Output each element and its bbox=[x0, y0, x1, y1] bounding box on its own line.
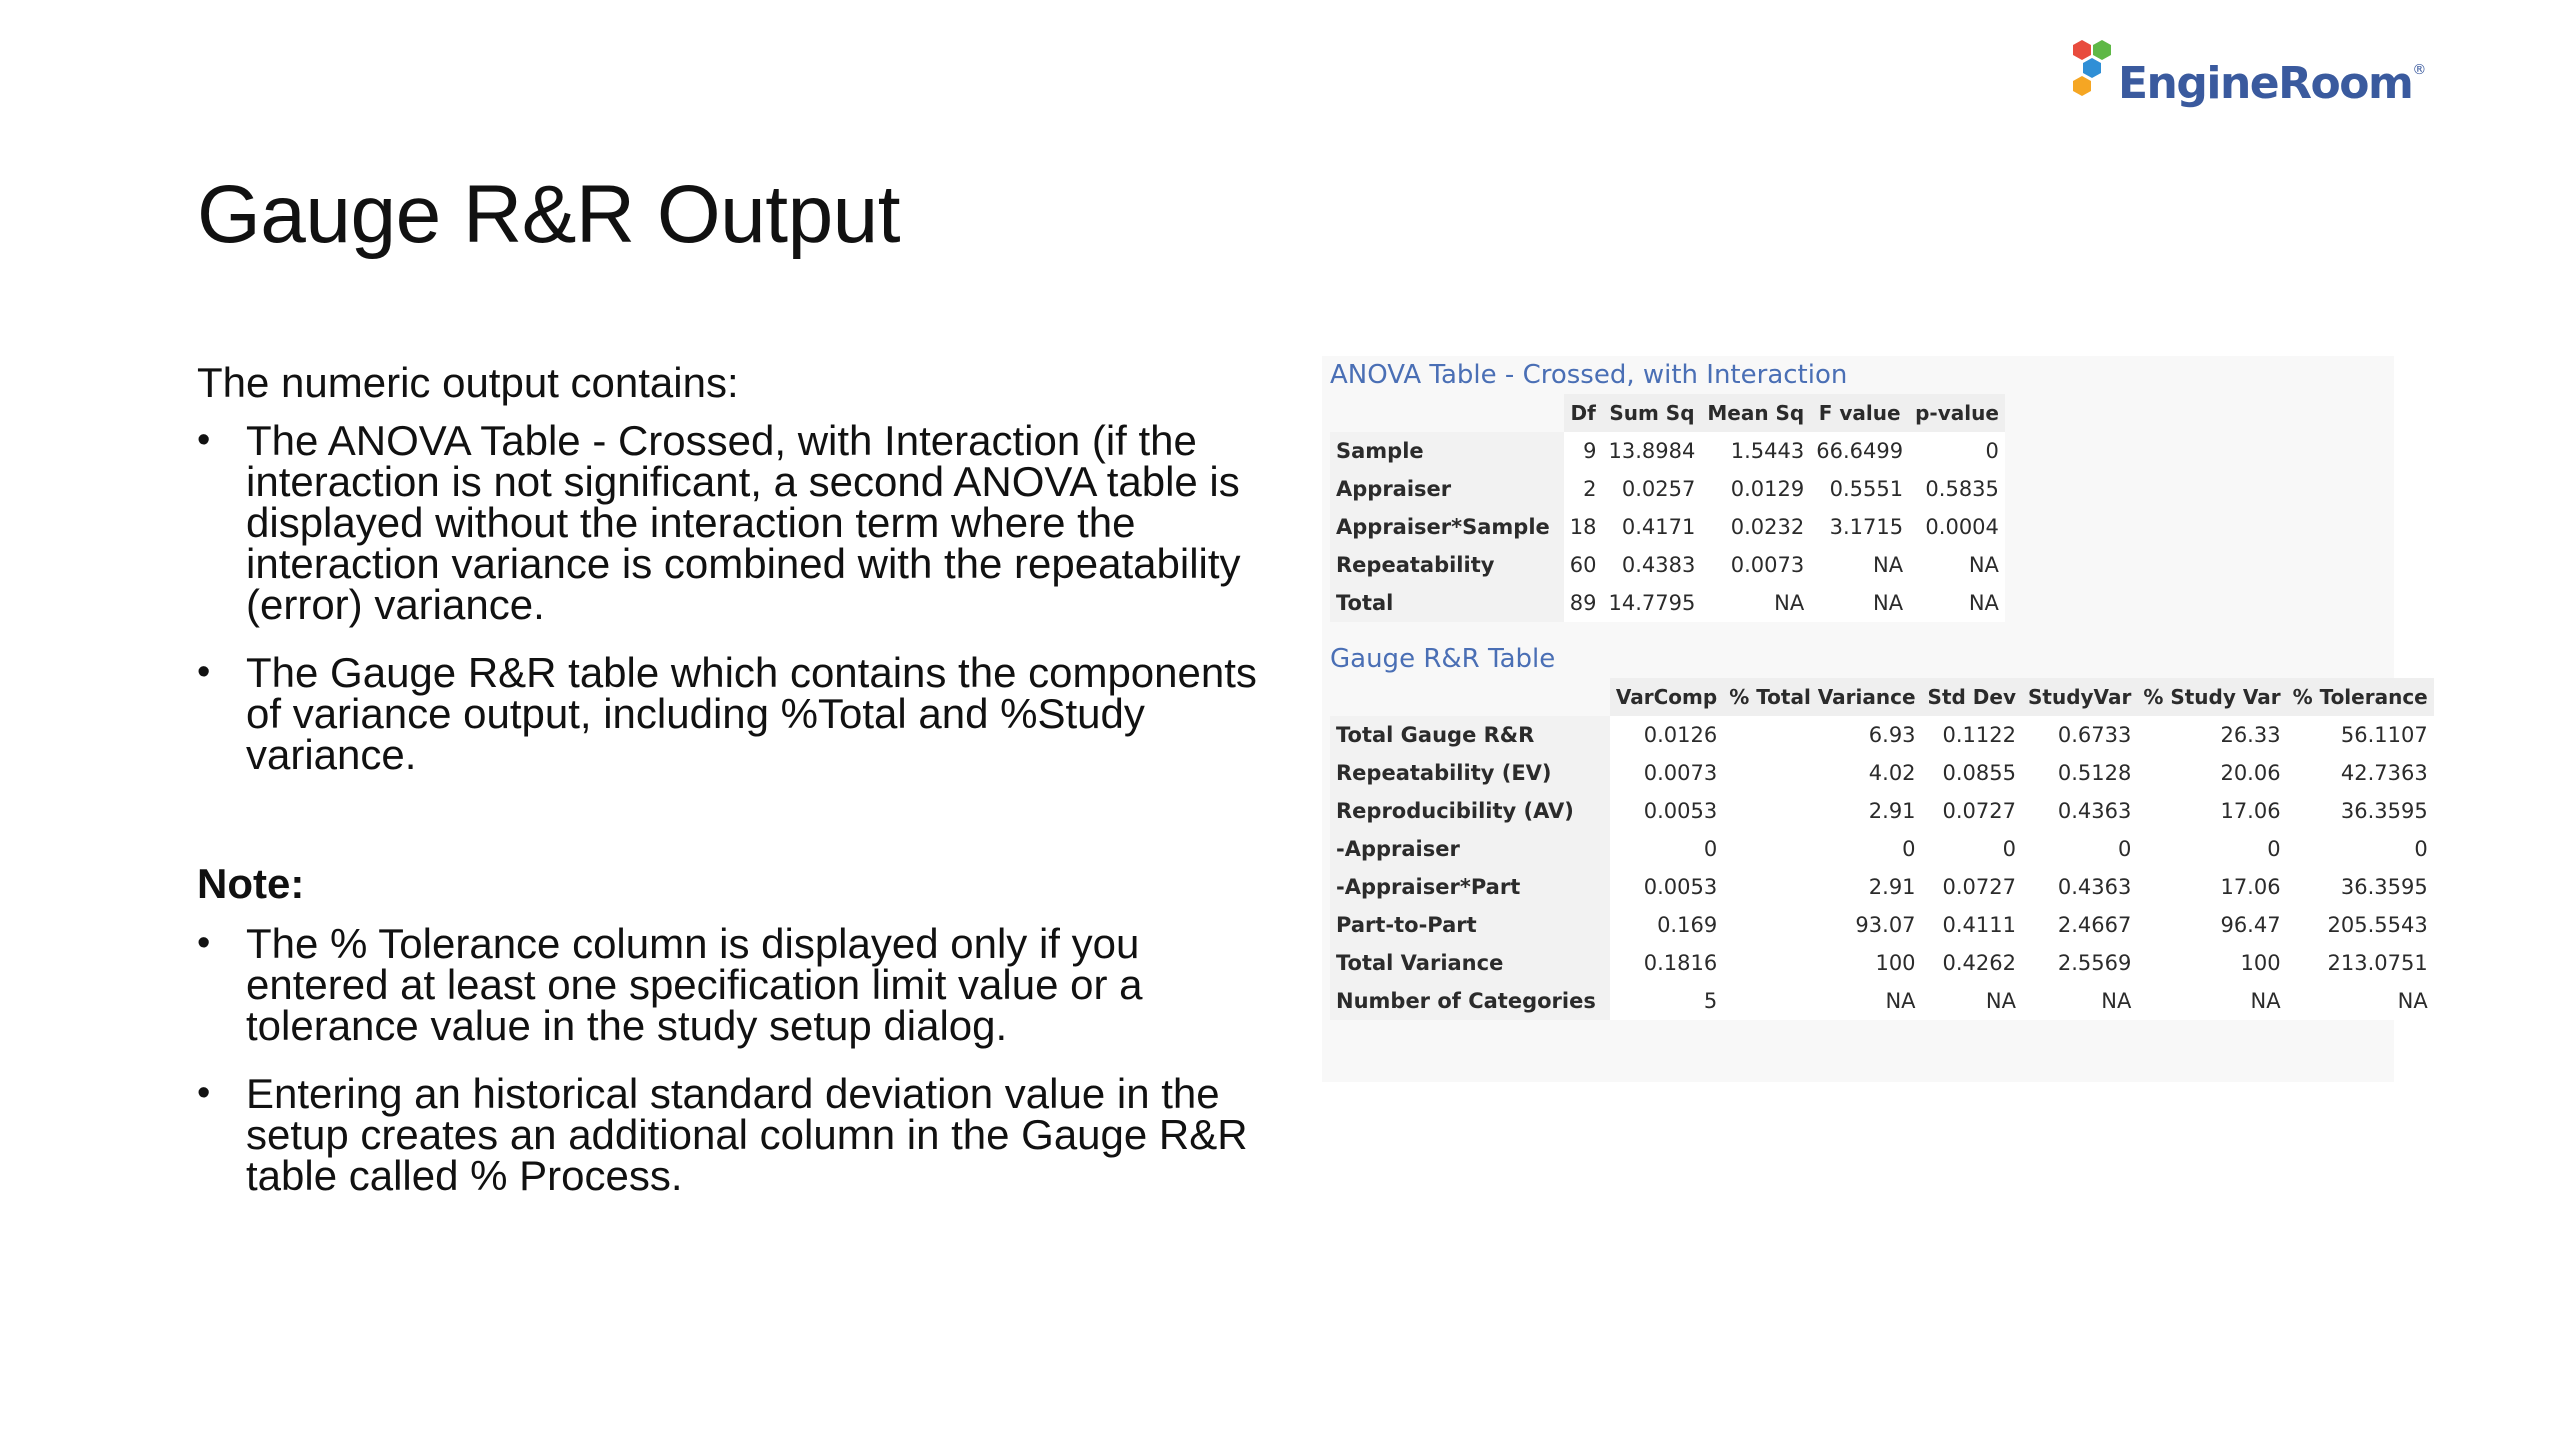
column-header: VarComp bbox=[1610, 678, 1723, 716]
list-item: • Entering an historical standard deviation value in the setup creates an additional column in the Gauge R&R table called % Process. bbox=[197, 1070, 1248, 1199]
table-cell: 0.4363 bbox=[2057, 799, 2132, 823]
table-row bbox=[1330, 754, 2434, 792]
column-header: StudyVar bbox=[2022, 678, 2137, 716]
row-header: Total bbox=[1330, 584, 1564, 622]
row-header: Total Variance bbox=[1330, 944, 1610, 982]
output-panel bbox=[1322, 356, 2428, 1082]
table-cell: 100 bbox=[2240, 951, 2281, 975]
table-cell: NA bbox=[1968, 591, 1999, 615]
table-cell: 0.4111 bbox=[1942, 913, 2016, 937]
table-cell: 0.5835 bbox=[1925, 477, 1999, 501]
table-cell: 0 bbox=[2267, 837, 2281, 861]
bullet-icon: • bbox=[197, 651, 211, 693]
table-row bbox=[1330, 432, 2005, 470]
table-cell: 3.1715 bbox=[1829, 515, 1904, 539]
logo-wordmark: EngineRoom® bbox=[2118, 58, 2427, 109]
table-cell: 0.0727 bbox=[1942, 799, 2016, 823]
bullet-icon: • bbox=[197, 419, 211, 461]
table-cell: 18 bbox=[1569, 515, 1597, 539]
table-cell: 96.47 bbox=[2220, 913, 2281, 937]
table-cell: 26.33 bbox=[2220, 723, 2281, 747]
table-cell: 0.0129 bbox=[1730, 477, 1805, 501]
table-cell: 6.93 bbox=[1868, 723, 1916, 747]
table-corner bbox=[1330, 394, 1564, 432]
column-header: Sum Sq bbox=[1603, 394, 1702, 432]
table-row bbox=[1330, 906, 2434, 944]
bullet-icon: • bbox=[197, 1072, 211, 1114]
table-row bbox=[1330, 982, 2434, 1020]
table-cell: 0.6733 bbox=[2057, 723, 2132, 747]
bullet-icon: • bbox=[197, 922, 211, 964]
table-cell: 0.0053 bbox=[1643, 799, 1718, 823]
table-cell: 100 bbox=[1875, 951, 1916, 975]
table-cell: 17.06 bbox=[2220, 799, 2281, 823]
table-cell: 213.0751 bbox=[2327, 951, 2428, 975]
table-cell: 0.4383 bbox=[1621, 553, 1696, 577]
engineroom-logo bbox=[2068, 36, 2427, 120]
table-cell: 0.1122 bbox=[1942, 723, 2016, 747]
table-cell: 2.5569 bbox=[2057, 951, 2132, 975]
table-cell: 0 bbox=[1985, 439, 1999, 463]
table-cell: 14.7795 bbox=[1608, 591, 1696, 615]
table-cell: 0.1816 bbox=[1643, 951, 1718, 975]
table-cell: 0 bbox=[2002, 837, 2016, 861]
table-cell: 0.0073 bbox=[1730, 553, 1805, 577]
table-cell: 60 bbox=[1569, 553, 1597, 577]
list-item: • The Gauge R&R table which contains the components of variance output, including %Total and %Study variance. bbox=[197, 649, 1257, 778]
row-header: Sample bbox=[1330, 432, 1564, 470]
table-cell: 0.4363 bbox=[2057, 875, 2132, 899]
table-cell: 0.0004 bbox=[1925, 515, 1999, 539]
table-row bbox=[1330, 792, 2434, 830]
column-header: % Study Var bbox=[2137, 678, 2286, 716]
list-item: • The ANOVA Table - Crossed, with Interaction (if the interaction is not significant, a second ANOVA table is displayed without the interaction term where the interaction variance is combined with the repeatability (error) variance. bbox=[197, 417, 1241, 628]
bullet-list bbox=[197, 417, 1277, 778]
table-cell: 0.169 bbox=[1657, 913, 1718, 937]
row-header: Appraiser*Sample bbox=[1330, 508, 1564, 546]
table-cell: 2.91 bbox=[1868, 875, 1916, 899]
table-cell: NA bbox=[1873, 553, 1904, 577]
table-cell: 0.0232 bbox=[1730, 515, 1805, 539]
table-cell: NA bbox=[2397, 989, 2428, 1013]
table-cell: 2.4667 bbox=[2057, 913, 2132, 937]
table-cell: 56.1107 bbox=[2340, 723, 2428, 747]
table-row bbox=[1330, 716, 2434, 754]
table-cell: NA bbox=[1774, 591, 1805, 615]
table-cell: 5 bbox=[1703, 989, 1718, 1013]
row-header: Part-to-Part bbox=[1330, 906, 1610, 944]
left-content bbox=[197, 358, 1277, 1223]
table-cell: 0.0855 bbox=[1942, 761, 2016, 785]
row-header: Repeatability (EV) bbox=[1330, 754, 1610, 792]
table-cell: NA bbox=[1968, 553, 1999, 577]
table-cell: 0.0257 bbox=[1621, 477, 1696, 501]
table-cell: 1.5443 bbox=[1730, 439, 1805, 463]
table-cell: 0.5128 bbox=[2057, 761, 2132, 785]
list-item: • The % Tolerance column is displayed only if you entered at least one specification limit value or a tolerance value in the study setup dialog. bbox=[197, 920, 1143, 1049]
anova-table-title: ANOVA Table - Crossed, with Interaction bbox=[1330, 360, 1848, 390]
table-cell: 0.5551 bbox=[1829, 477, 1904, 501]
row-header: Number of Categories bbox=[1330, 982, 1610, 1020]
anova-table bbox=[1330, 394, 2005, 622]
table-cell: 66.6499 bbox=[1816, 439, 1904, 463]
table-cell: 20.06 bbox=[2220, 761, 2281, 785]
table-cell: 36.3595 bbox=[2340, 799, 2428, 823]
table-cell: 2.91 bbox=[1868, 799, 1916, 823]
table-cell: 17.06 bbox=[2220, 875, 2281, 899]
intro-text: The numeric output contains: bbox=[197, 359, 739, 406]
table-cell: 42.7363 bbox=[2340, 761, 2428, 785]
table-cell: 2 bbox=[1583, 477, 1597, 501]
column-header: Mean Sq bbox=[1701, 394, 1810, 432]
column-header: % Tolerance bbox=[2287, 678, 2434, 716]
table-cell: NA bbox=[1885, 989, 1916, 1013]
table-header-row bbox=[1330, 394, 2005, 432]
column-header: Std Dev bbox=[1922, 678, 2022, 716]
note-list bbox=[197, 920, 1277, 1199]
table-cell: 0.4171 bbox=[1621, 515, 1696, 539]
column-header: p-value bbox=[1909, 394, 2005, 432]
row-header: Total Gauge R&R bbox=[1330, 716, 1610, 754]
table-cell: 13.8984 bbox=[1608, 439, 1696, 463]
row-header: Reproducibility (AV) bbox=[1330, 792, 1610, 830]
table-cell: 0 bbox=[2117, 837, 2132, 861]
table-cell: 89 bbox=[1569, 591, 1597, 615]
column-header: F value bbox=[1810, 394, 1909, 432]
table-header-row bbox=[1330, 678, 2434, 716]
table-cell: 0.0053 bbox=[1643, 875, 1718, 899]
table-cell: NA bbox=[1873, 591, 1904, 615]
gauge-rr-table bbox=[1330, 678, 2434, 1020]
column-header: % Total Variance bbox=[1723, 678, 1921, 716]
table-cell: 36.3595 bbox=[2340, 875, 2428, 899]
note-heading: Note: bbox=[197, 860, 305, 907]
table-cell: 0 bbox=[1902, 837, 1916, 861]
table-cell: NA bbox=[2250, 989, 2281, 1013]
table-corner bbox=[1330, 678, 1610, 716]
table-cell: 205.5543 bbox=[2327, 913, 2428, 937]
table-cell: 0 bbox=[2414, 837, 2428, 861]
table-cell: 0.0126 bbox=[1643, 723, 1718, 747]
table-row bbox=[1330, 470, 2005, 508]
table-cell: 4.02 bbox=[1868, 761, 1916, 785]
row-header: Repeatability bbox=[1330, 546, 1564, 584]
table-cell: 93.07 bbox=[1855, 913, 1916, 937]
row-header: Appraiser bbox=[1330, 470, 1564, 508]
row-header: -Appraiser bbox=[1330, 830, 1610, 868]
column-header: Df bbox=[1564, 394, 1603, 432]
table-row bbox=[1330, 546, 2005, 584]
table-cell: 0.0727 bbox=[1942, 875, 2016, 899]
gauge-rr-table-title: Gauge R&R Table bbox=[1330, 644, 1556, 674]
table-cell: 0.4262 bbox=[1942, 951, 2016, 975]
table-row bbox=[1330, 584, 2005, 622]
table-cell: NA bbox=[2101, 989, 2132, 1013]
table-cell: 9 bbox=[1583, 439, 1597, 463]
table-row bbox=[1330, 868, 2434, 906]
row-header: -Appraiser*Part bbox=[1330, 868, 1610, 906]
table-cell: NA bbox=[1985, 989, 2016, 1013]
table-cell: 0 bbox=[1703, 837, 1718, 861]
hexagon-cluster-icon bbox=[2068, 36, 2118, 120]
page-title: Gauge R&R Output bbox=[197, 169, 901, 260]
table-row bbox=[1330, 944, 2434, 982]
table-cell: 0.0073 bbox=[1643, 761, 1718, 785]
table-row bbox=[1330, 830, 2434, 868]
table-row bbox=[1330, 508, 2005, 546]
